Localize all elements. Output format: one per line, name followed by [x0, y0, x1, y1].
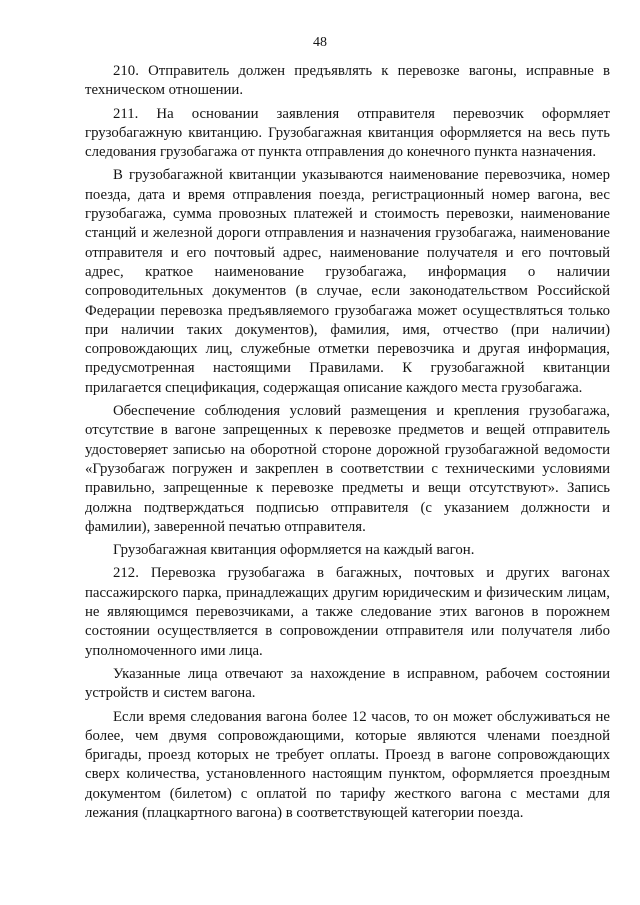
paragraph-receipt-contents: В грузобагажной квитанции указываются наименование перевозчика, номер поезда, дата и время отправления поезда, регистрационный номер вагона, вес грузобагажа, сумма провозных платежей и стоимость перевозки, наименование станций и железной дороги отправления и назначения грузобагажа, наименование отправителя и его почтовый адрес, наименование получателя и его почтовый адрес, краткое наименование грузобагажа, информация о наличии сопроводительных документов (в случае, если законодательством Российской Федерации перевозка предъявляемого грузобагажа может осуществляться только при наличии таких документов), фамилия, имя, отчество (при наличии) сопровождающих лиц, служебные отметки перевозчика и другая информация, предусмотренная настоящими Правилами. К грузобагажной квитанции прилагается спецификация, содержащая описание каждого места грузобагажа. — [85, 167, 610, 396]
paragraph-responsibility: Указанные лица отвечают за нахождение в исправном, рабочем состоянии устройств и систем вагона. — [85, 665, 610, 702]
document-body — [85, 62, 610, 827]
paragraph-receipt-per-wagon: Грузобагажная квитанция оформляется на каждый вагон. — [113, 542, 475, 559]
paragraph-loading-conditions: Обеспечение соблюдения условий размещения и крепления грузобагажа, отсутствие в вагоне запрещенных к перевозке предметов и вещей отправитель удостоверяет записью на оборотной стороне дорожной грузобагажной ведомости «Грузобагаж погружен и закреплен в соответствии с техническими условиями правильно, запрещенные к перевозке предметы и вещи отсутствуют». Запись должна подтверждаться подписью отправителя (с указанием должности и фамилии), заверенной печатью отправителя. — [85, 403, 610, 535]
paragraph-212: 212. Перевозка грузобагажа в багажных, почтовых и других вагонах пассажирского парка, принадлежащих другим юридическим и физическим лицам, не являющимся перевозчиками, а также следование этих вагонов в порожнем состоянии осуществляется в сопровождении отправителя или получателя либо уполномоченного ими лица. — [85, 565, 610, 659]
page-number: 48 — [313, 35, 327, 50]
paragraph-211: 211. На основании заявления отправителя перевозчик оформляет грузобагажную квитанцию. Грузобагажная квитанция оформляется на весь путь следования грузобагажа от пункта отправления до конечного пункта назначения. — [85, 105, 610, 161]
paragraph-escort-rules: Если время следования вагона более 12 часов, то он может обслуживаться не более, чем двумя сопровождающими, которые являются членами поездной бригады, проезд которых не требует оплаты. Проезд в вагоне сопровождающих сверх количества, установленного настоящим пунктом, оформляется проездным документом (билетом) с оплатой по тарифу жесткого вагона с местами для лежания (плацкартного вагона) в соответствующей категории поезда. — [85, 708, 610, 821]
paragraph-210: 210. Отправитель должен предъявлять к перевозке вагоны, исправные в техническом отношении. — [85, 63, 610, 99]
